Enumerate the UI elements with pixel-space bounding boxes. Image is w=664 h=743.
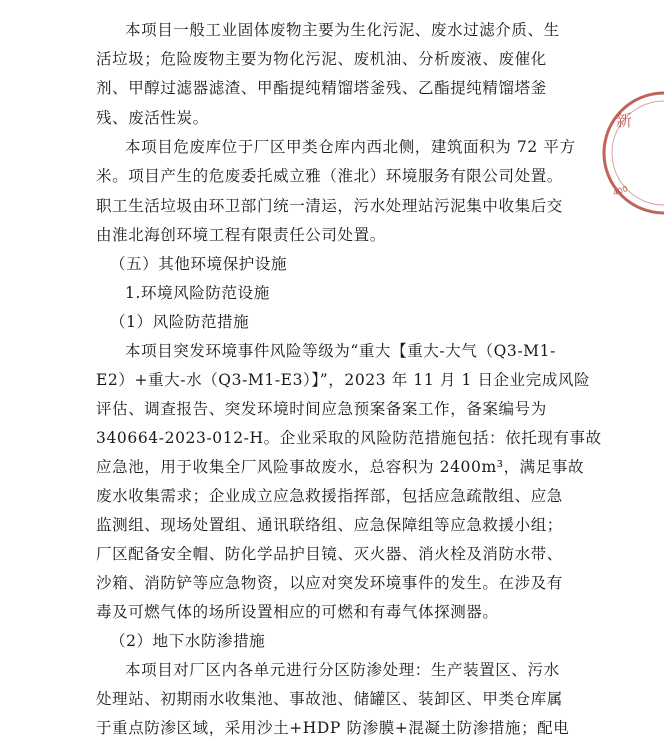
text-line: 应急池，用于收集全厂风险事故废水，总容积为 2400m³，满足事故 [96,458,585,476]
text-line: 活垃圾；危险废物主要为物化污泥、废机油、分析废液、废催化 [96,50,547,68]
subsection-heading: 1.环境风险防范设施 [125,284,270,302]
subsection-heading: （1）风险防范措施 [110,313,250,331]
text-line: 本项目危废库位于厂区甲类仓库内西北侧，建筑面积为 72 平方 [125,138,576,156]
text-line: 340664-2023-012-H。企业采取的风险防范措施包括：依托现有事故 [96,429,602,447]
text-line: 处理站、初期雨水收集池、事故池、储罐区、装卸区、甲类仓库属 [96,690,563,708]
text-line: 本项目突发环境事件风险等级为“重大【重大-大气（Q3-M1- [125,342,556,360]
seal-text-bottom: 400 [611,184,630,198]
seal-text-top: 新 [616,111,633,130]
text-line: 监测组、现场处置组、通讯联络组、应急保障组等应急救援小组； [96,516,563,534]
text-line: 沙箱、消防铲等应急物资，以应对突发环境事件的发生。在涉及有 [96,574,563,592]
subsection-heading: （2）地下水防渗措施 [110,632,266,650]
text-line: 本项目一般工业固体废物主要为生化污泥、废水过滤介质、生 [125,21,560,39]
text-line: 本项目对厂区内各单元进行分区防渗处理：生产装置区、污水 [125,661,560,679]
text-line: 由淮北海创环境工程有限责任公司处置。 [96,226,386,244]
text-line: 残、废活性炭。 [96,109,209,127]
text-line: 毒及可燃气体的场所设置相应的可燃和有毒气体探测器。 [96,603,499,621]
text-line: 于重点防渗区域，采用沙土+HDP 防渗膜+混凝土防渗措施；配电 [96,719,570,737]
text-line: 剂、甲醇过滤器滤渣、甲酯提纯精馏塔釜残、乙酯提纯精馏塔釜 [96,79,547,97]
text-line: 职工生活垃圾由环卫部门统一清运，污水处理站污泥集中收集后交 [96,197,563,215]
text-line: 废水收集需求；企业成立应急救援指挥部，包括应急疏散组、应急 [96,487,563,505]
seal-stamp-icon [594,78,664,228]
text-line: 评估、调查报告、突发环境时间应急预案备案工作，备案编号为 [96,400,547,418]
section-heading: （五）其他环境保护设施 [110,255,288,273]
text-line: E2）+重大-水（Q3-M1-E3）】”，2023 年 11 月 1 日企业完成风险 [96,371,591,389]
text-line: 厂区配备安全帽、防化学品护目镜、灭火器、消火栓及消防水带、 [96,545,563,563]
text-line: 米。项目产生的危废委托威立雅（淮北）环境服务有限公司处置。 [96,167,563,185]
